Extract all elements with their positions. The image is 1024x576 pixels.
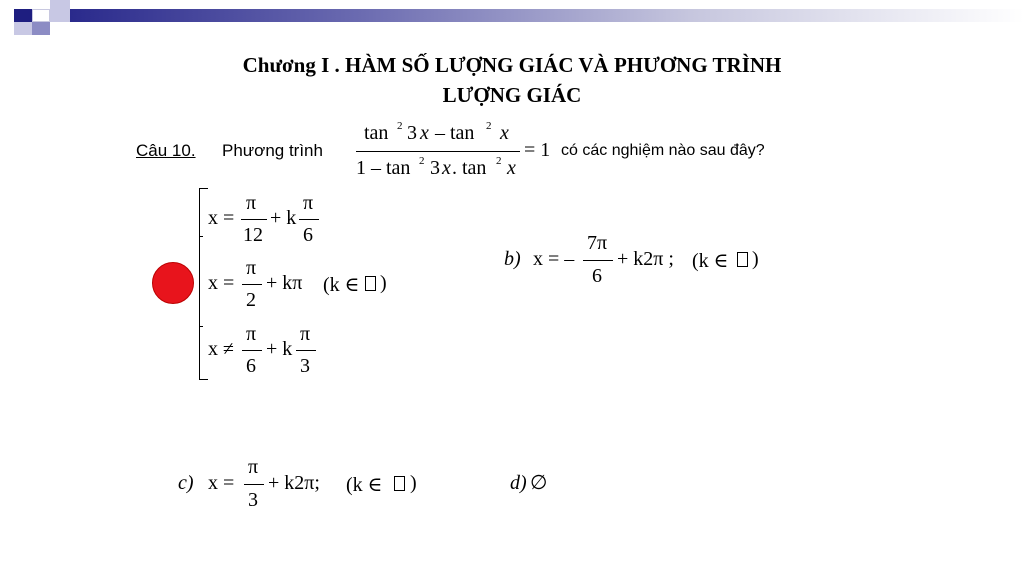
opt-a-l1-lhs: x = <box>208 207 235 229</box>
selected-answer-marker[interactable] <box>152 262 194 304</box>
bracket-tick <box>199 236 203 237</box>
deco-square <box>14 9 32 22</box>
eq-num-3: 3 <box>407 122 417 144</box>
opt-a-l3-lhs: x ≠ <box>208 338 234 360</box>
opt-b-rest: + k2π ; <box>617 248 674 270</box>
eq-den-x: x <box>442 157 451 179</box>
eq-den-exp2: 2 <box>496 155 502 167</box>
title-line-1: Chương I . HÀM SỐ LƯỢNG GIÁC VÀ PHƯƠNG TRÌNH <box>242 53 782 77</box>
eq-den-exp: 2 <box>419 155 425 167</box>
eq-fraction-bar <box>356 151 520 152</box>
integer-set-glyph <box>737 252 748 267</box>
system-bracket <box>199 188 208 380</box>
question-tail: có các nghiệm nào sau đây? <box>561 142 765 159</box>
opt-b-den: 6 <box>592 265 602 287</box>
opt-a-l2-bar1 <box>242 284 262 285</box>
opt-c-bar <box>244 484 264 485</box>
opt-c-lhs: x = <box>208 472 235 494</box>
opt-a-l1-num2: π <box>303 192 314 214</box>
eq-den-1-tan: 1 – tan <box>356 157 411 179</box>
opt-a-l2-cond: (k ∈ <box>323 274 360 296</box>
deco-square <box>32 9 50 22</box>
eq-den-3: 3 <box>430 157 440 179</box>
question-text: Phương trình <box>222 141 323 160</box>
opt-c-num: π <box>248 456 259 478</box>
opt-a-l3-plus: + k <box>266 338 293 360</box>
opt-c-label: c) <box>178 472 194 494</box>
bracket-tick <box>199 326 203 327</box>
opt-a-l1-bar1 <box>241 219 267 220</box>
eq-den-x2: x <box>507 157 516 179</box>
opt-b-num: 7π <box>587 232 608 254</box>
opt-a-l1-den1: 12 <box>243 224 263 246</box>
integer-set-glyph <box>365 276 376 291</box>
eq-num-tan: tan <box>364 122 389 144</box>
eq-rhs: = 1 <box>524 139 551 161</box>
eq-num-x: x <box>420 122 429 144</box>
opt-a-l2-lhs: x = <box>208 272 235 294</box>
opt-d-label: d) <box>510 472 527 494</box>
eq-den-dot-tan: . tan <box>452 157 487 179</box>
opt-b-label: b) <box>504 248 521 270</box>
header-gradient-bar <box>70 9 1024 22</box>
opt-a-l3-num2: π <box>300 323 311 345</box>
opt-a-l2-cond-close: ) <box>380 272 387 294</box>
opt-c-rest: + k2π; <box>268 472 320 494</box>
opt-c-den: 3 <box>248 489 258 511</box>
eq-num-x2: x <box>500 122 509 144</box>
deco-square <box>32 22 50 35</box>
opt-a-l1-plus: + k <box>270 207 297 229</box>
page-title <box>100 50 924 110</box>
integer-set-glyph <box>394 476 405 491</box>
opt-a-l1-bar2 <box>299 219 319 220</box>
title-line-2: LƯỢNG GIÁC <box>442 83 582 107</box>
opt-a-l2-num1: π <box>246 257 257 279</box>
opt-a-l3-den2: 3 <box>300 355 310 377</box>
opt-a-l2-plus: + kπ <box>266 272 303 294</box>
opt-b-lhs: x = – <box>533 248 575 270</box>
header-decoration <box>0 0 1024 40</box>
opt-a-l2-den1: 2 <box>246 289 256 311</box>
deco-square <box>50 0 70 22</box>
opt-c-cond-close: ) <box>410 472 417 494</box>
eq-num-minus-tan: – tan <box>435 122 475 144</box>
eq-num-exp2: 2 <box>486 120 492 132</box>
question-label: Câu 10. <box>136 141 196 160</box>
opt-c-cond: (k ∈ <box>346 474 383 496</box>
opt-a-l3-bar1 <box>242 350 262 351</box>
opt-a-l3-den1: 6 <box>246 355 256 377</box>
opt-a-l3-bar2 <box>296 350 316 351</box>
opt-a-l1-den2: 6 <box>303 224 313 246</box>
opt-b-bar <box>583 260 613 261</box>
deco-square <box>14 22 32 35</box>
opt-b-cond: (k ∈ <box>692 250 729 272</box>
empty-set-symbol: ∅ <box>530 472 548 494</box>
eq-num-exp: 2 <box>397 120 403 132</box>
opt-b-cond-close: ) <box>752 248 759 270</box>
opt-a-l3-num1: π <box>246 323 257 345</box>
opt-a-l1-num1: π <box>246 192 257 214</box>
